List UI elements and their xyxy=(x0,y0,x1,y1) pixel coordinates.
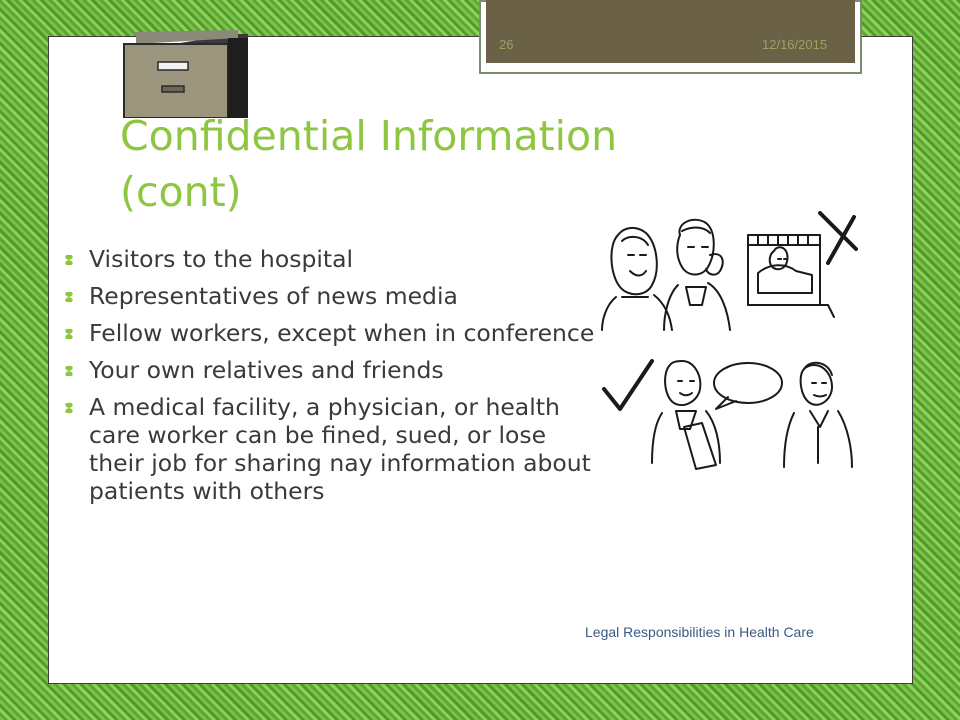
slide-title-line1: Confidential Information xyxy=(120,112,618,160)
slide-date: 12/16/2015 xyxy=(762,37,828,52)
slide-title xyxy=(120,108,720,220)
gossip-vs-professional-talk-illustration xyxy=(598,205,868,475)
nurse-figure xyxy=(652,361,720,469)
bullet-text: A medical facility, a physician, or health care worker can be fined, sued, or lose their job for sharing nay information about patients with others xyxy=(89,393,591,505)
bullet-item xyxy=(63,245,603,273)
patient-in-bed-figure xyxy=(748,235,834,317)
x-mark-icon xyxy=(820,213,856,263)
four-leaf-bullet-icon xyxy=(63,402,75,414)
four-leaf-bullet-icon xyxy=(63,254,75,266)
bullet-text: Visitors to the hospital xyxy=(89,245,354,273)
bullet-text: Representatives of news media xyxy=(89,282,458,310)
bullet-text: Fellow workers, except when in conference xyxy=(89,319,595,347)
bullet-item xyxy=(63,319,603,347)
doctor-figure xyxy=(784,363,852,467)
four-leaf-bullet-icon xyxy=(63,365,75,377)
check-mark-icon xyxy=(604,361,652,409)
speech-bubble-icon xyxy=(714,363,782,409)
bullet-item xyxy=(63,282,603,310)
bullet-item xyxy=(63,393,603,505)
four-leaf-bullet-icon xyxy=(63,328,75,340)
bullet-list xyxy=(63,245,603,514)
bullet-item xyxy=(63,356,603,384)
slide-number: 26 xyxy=(499,37,514,52)
slide-footer: Legal Responsibilities in Health Care xyxy=(585,624,814,640)
slide-title-line2: (cont) xyxy=(120,168,242,216)
whispering-man-figure xyxy=(664,220,730,330)
file-cabinet-drawer-icon xyxy=(118,30,250,118)
gossiping-woman-figure xyxy=(602,228,672,330)
header-band xyxy=(486,0,855,63)
bullet-text: Your own relatives and friends xyxy=(89,356,444,384)
four-leaf-bullet-icon xyxy=(63,291,75,303)
